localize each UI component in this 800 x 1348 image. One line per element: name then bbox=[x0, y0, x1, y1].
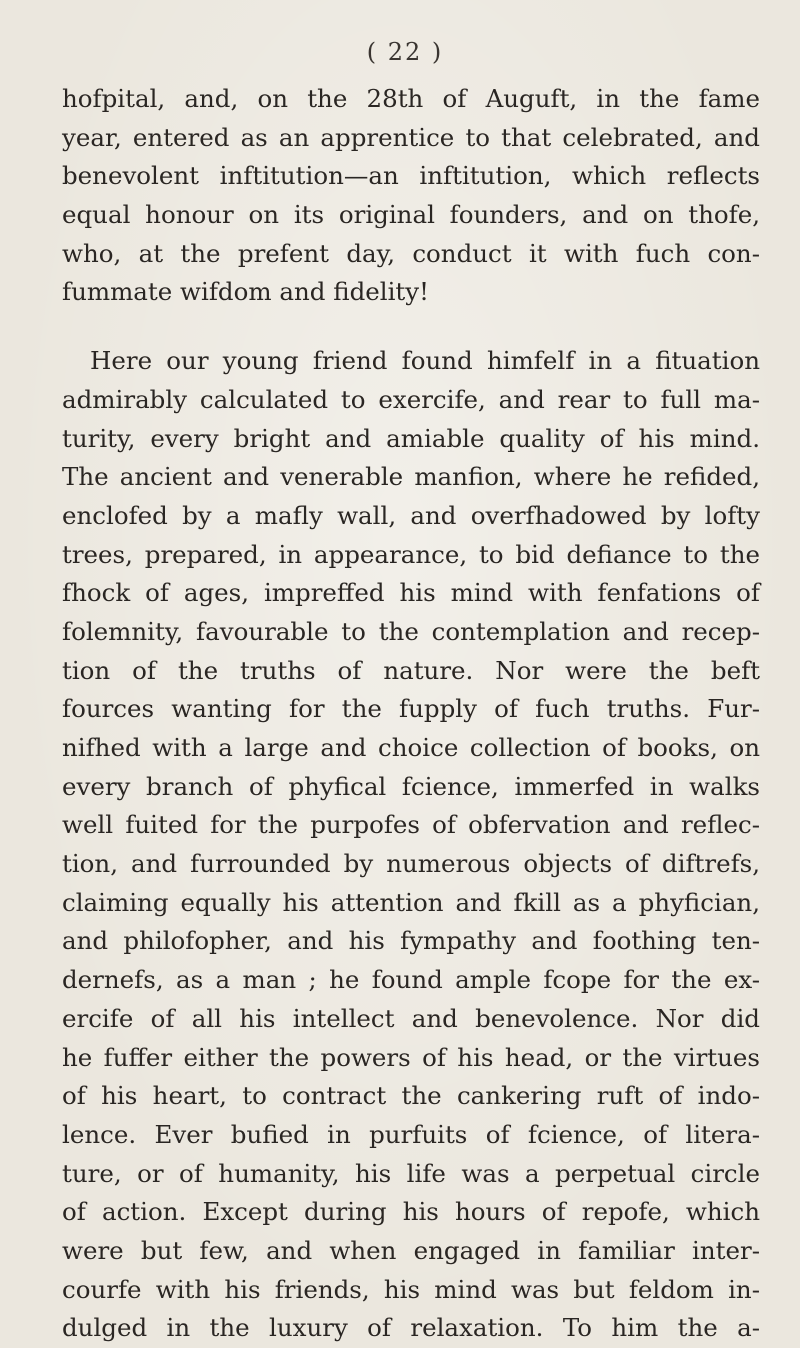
text-line: were but few, and when engaged in familiar inter- bbox=[62, 1235, 760, 1265]
text-line: who, at the prefent day, conduct it with fuch con- bbox=[62, 238, 760, 268]
text-line: admirably calculated to exercife, and rear to full ma- bbox=[62, 384, 760, 414]
page-body bbox=[62, 80, 760, 1348]
paragraph-1 bbox=[62, 80, 760, 312]
text-line: fhock of ages, impreffed his mind with fenfations of bbox=[62, 578, 760, 608]
text-line: dulged in the luxury of relaxation. To him the a- bbox=[62, 1313, 760, 1343]
text-line: trees, prepared, in appearance, to bid defiance to the bbox=[62, 539, 760, 569]
text-line: year, entered as an apprentice to that celebrated, and bbox=[62, 122, 760, 152]
paragraph-gap bbox=[62, 312, 760, 342]
text-line: benevolent inftitution—an inftitution, which reflects bbox=[62, 161, 760, 191]
paragraph-2 bbox=[62, 342, 760, 1348]
text-line: folemnity, favourable to the contemplation and recep- bbox=[62, 616, 760, 646]
text-line: tion, and furrounded by numerous objects of diftrefs, bbox=[62, 849, 760, 879]
page-number: ( 22 ) bbox=[366, 38, 444, 66]
text-line: courfe with his friends, his mind was but feldom in- bbox=[62, 1274, 760, 1304]
text-line: dernefs, as a man ; he found ample fcope for the ex- bbox=[62, 965, 760, 995]
text-line: and philofopher, and his fympathy and foothing ten- bbox=[62, 926, 760, 956]
text-line: nifhed with a large and choice collection of books, on bbox=[62, 733, 760, 762]
text-line: of action. Except during his hours of repofe, which bbox=[62, 1197, 760, 1227]
text-line: every branch of phyfical fcience, immerfed in walks bbox=[62, 771, 760, 801]
text-line: fummate wifdom and fidelity! bbox=[62, 277, 429, 307]
text-line: equal honour on its original founders, and on thofe, bbox=[62, 200, 760, 230]
text-line: well fuited for the purpofes of obfervation and reflec- bbox=[62, 810, 760, 840]
text-line: tion of the truths of nature. Nor were the beft bbox=[62, 655, 760, 685]
text-line: he fuffer either the powers of his head, or the virtues bbox=[62, 1042, 760, 1072]
text-line: fources wanting for the fupply of fuch truths. Fur- bbox=[62, 694, 760, 724]
text-line: lence. Ever bufied in purfuits of fcience, of litera- bbox=[62, 1119, 760, 1149]
text-line: Here our young friend found himfelf in a fituation bbox=[90, 346, 760, 376]
text-line: The ancient and venerable manfion, where he refided, bbox=[62, 462, 760, 492]
text-line: enclofed by a mafly wall, and overfhadowed by lofty bbox=[62, 500, 760, 530]
text-line: claiming equally his attention and fkill as a phyfician, bbox=[62, 887, 760, 917]
text-line: turity, every bright and amiable quality of his mind. bbox=[62, 423, 760, 453]
text-line: hofpital, and, on the 28th of Auguft, in the fame bbox=[62, 84, 760, 113]
text-line: ercife of all his intellect and benevolence. Nor did bbox=[62, 1003, 760, 1033]
text-line: ture, or of humanity, his life was a perpetual circle bbox=[62, 1158, 760, 1188]
text-line: of his heart, to contract the cankering ruft of indo- bbox=[62, 1081, 760, 1111]
